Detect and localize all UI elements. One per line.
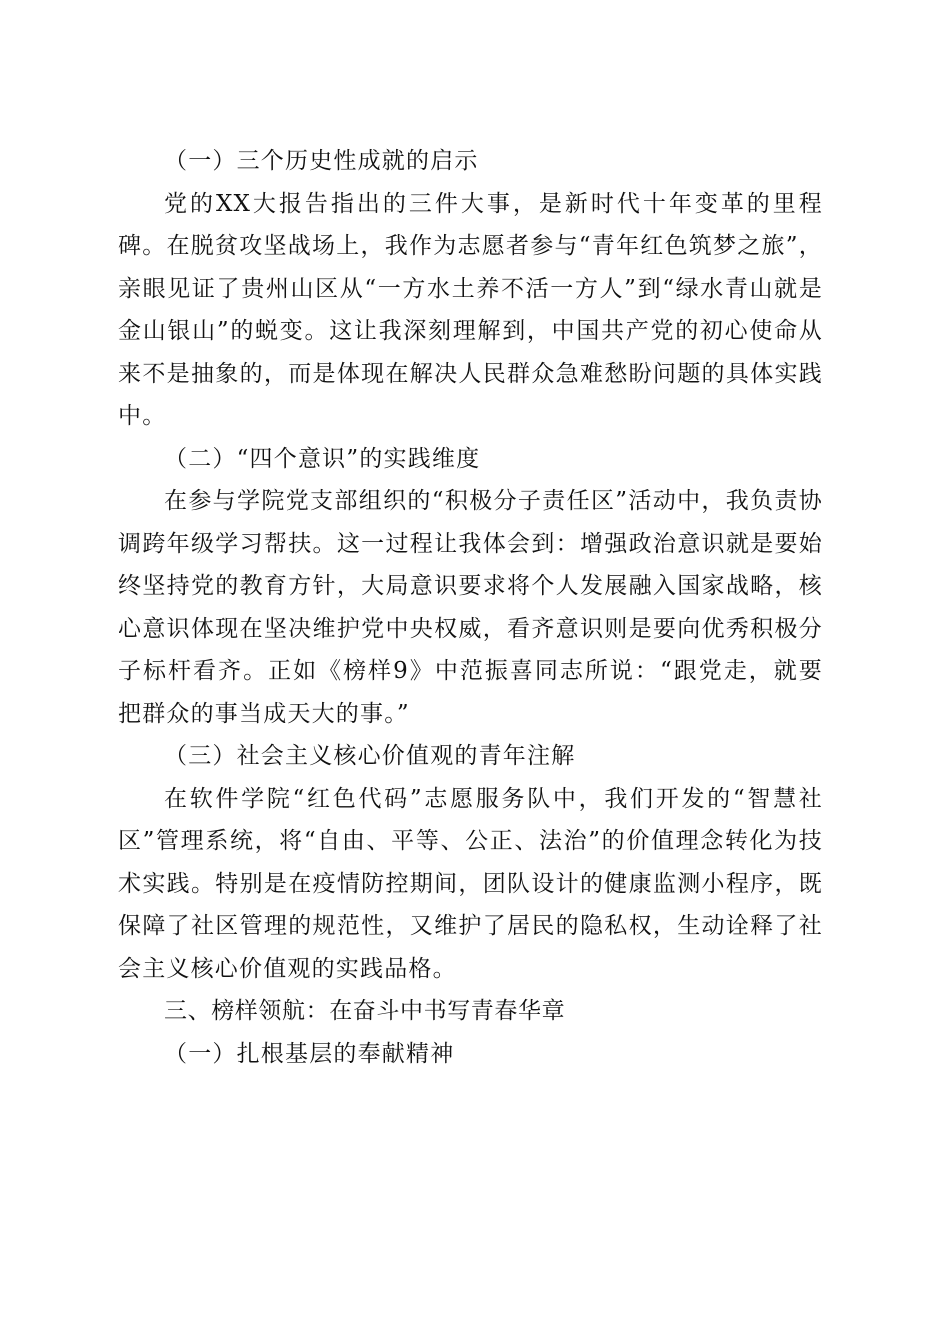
subsection-heading-grassroots-dedication: （一）扎根基层的奉献精神 [164, 1040, 455, 1067]
paragraph-historic-achievements: 党的XX大报告指出的三件大事，是新时代十年变革的里程碑。在脱贫攻坚战场上，我作为志愿者参与“青年红色筑梦之旅”，亲眼见证了贵州山区从“一方水土养不活一方人”到“绿水青山就是金山银山”的蜕变。这让我深刻理解到，中国共产党的初心使命从来不是抽象的，而是体现在解决人民群众急难愁盼问题的具体实践中。 [118, 190, 823, 429]
subsection-heading-core-values: （三）社会主义核心价值观的青年注解 [164, 743, 576, 769]
subsection-heading-four-consciousness: （二）“四个意识”的实践维度 [164, 445, 481, 472]
section-heading-role-models: 三、榜样领航：在奋斗中书写青春华章 [164, 998, 566, 1024]
paragraph-core-values: 在软件学院“红色代码”志愿服务队中，我们开发的“智慧社区”管理系统，将“自由、平等、公正、法治”的价值理念转化为技术实践。特别是在疫情防控期间，团队设计的健康监测小程序，既保障了社区管理的规范性，又维护了居民的隐私权，生动诠释了社会主义核心价值观的实践品格。 [118, 785, 823, 982]
paragraph-four-consciousness: 在参与学院党支部组织的“积极分子责任区”活动中，我负责协调跨年级学习帮扶。这一过程让我体会到：增强政治意识就是要始终坚持党的教育方针，大局意识要求将个人发展融入国家战略，核心意识体现在坚决维护党中央权威，看齐意识则是要向优秀积极分子标杆看齐。正如《榜样9》中范振喜同志所说：“跟党走，就要把群众的事当成天大的事。” [118, 488, 823, 727]
subsection-heading-historic-achievements: （一）三个历史性成就的启示 [164, 148, 479, 174]
document-body [118, 140, 823, 1075]
